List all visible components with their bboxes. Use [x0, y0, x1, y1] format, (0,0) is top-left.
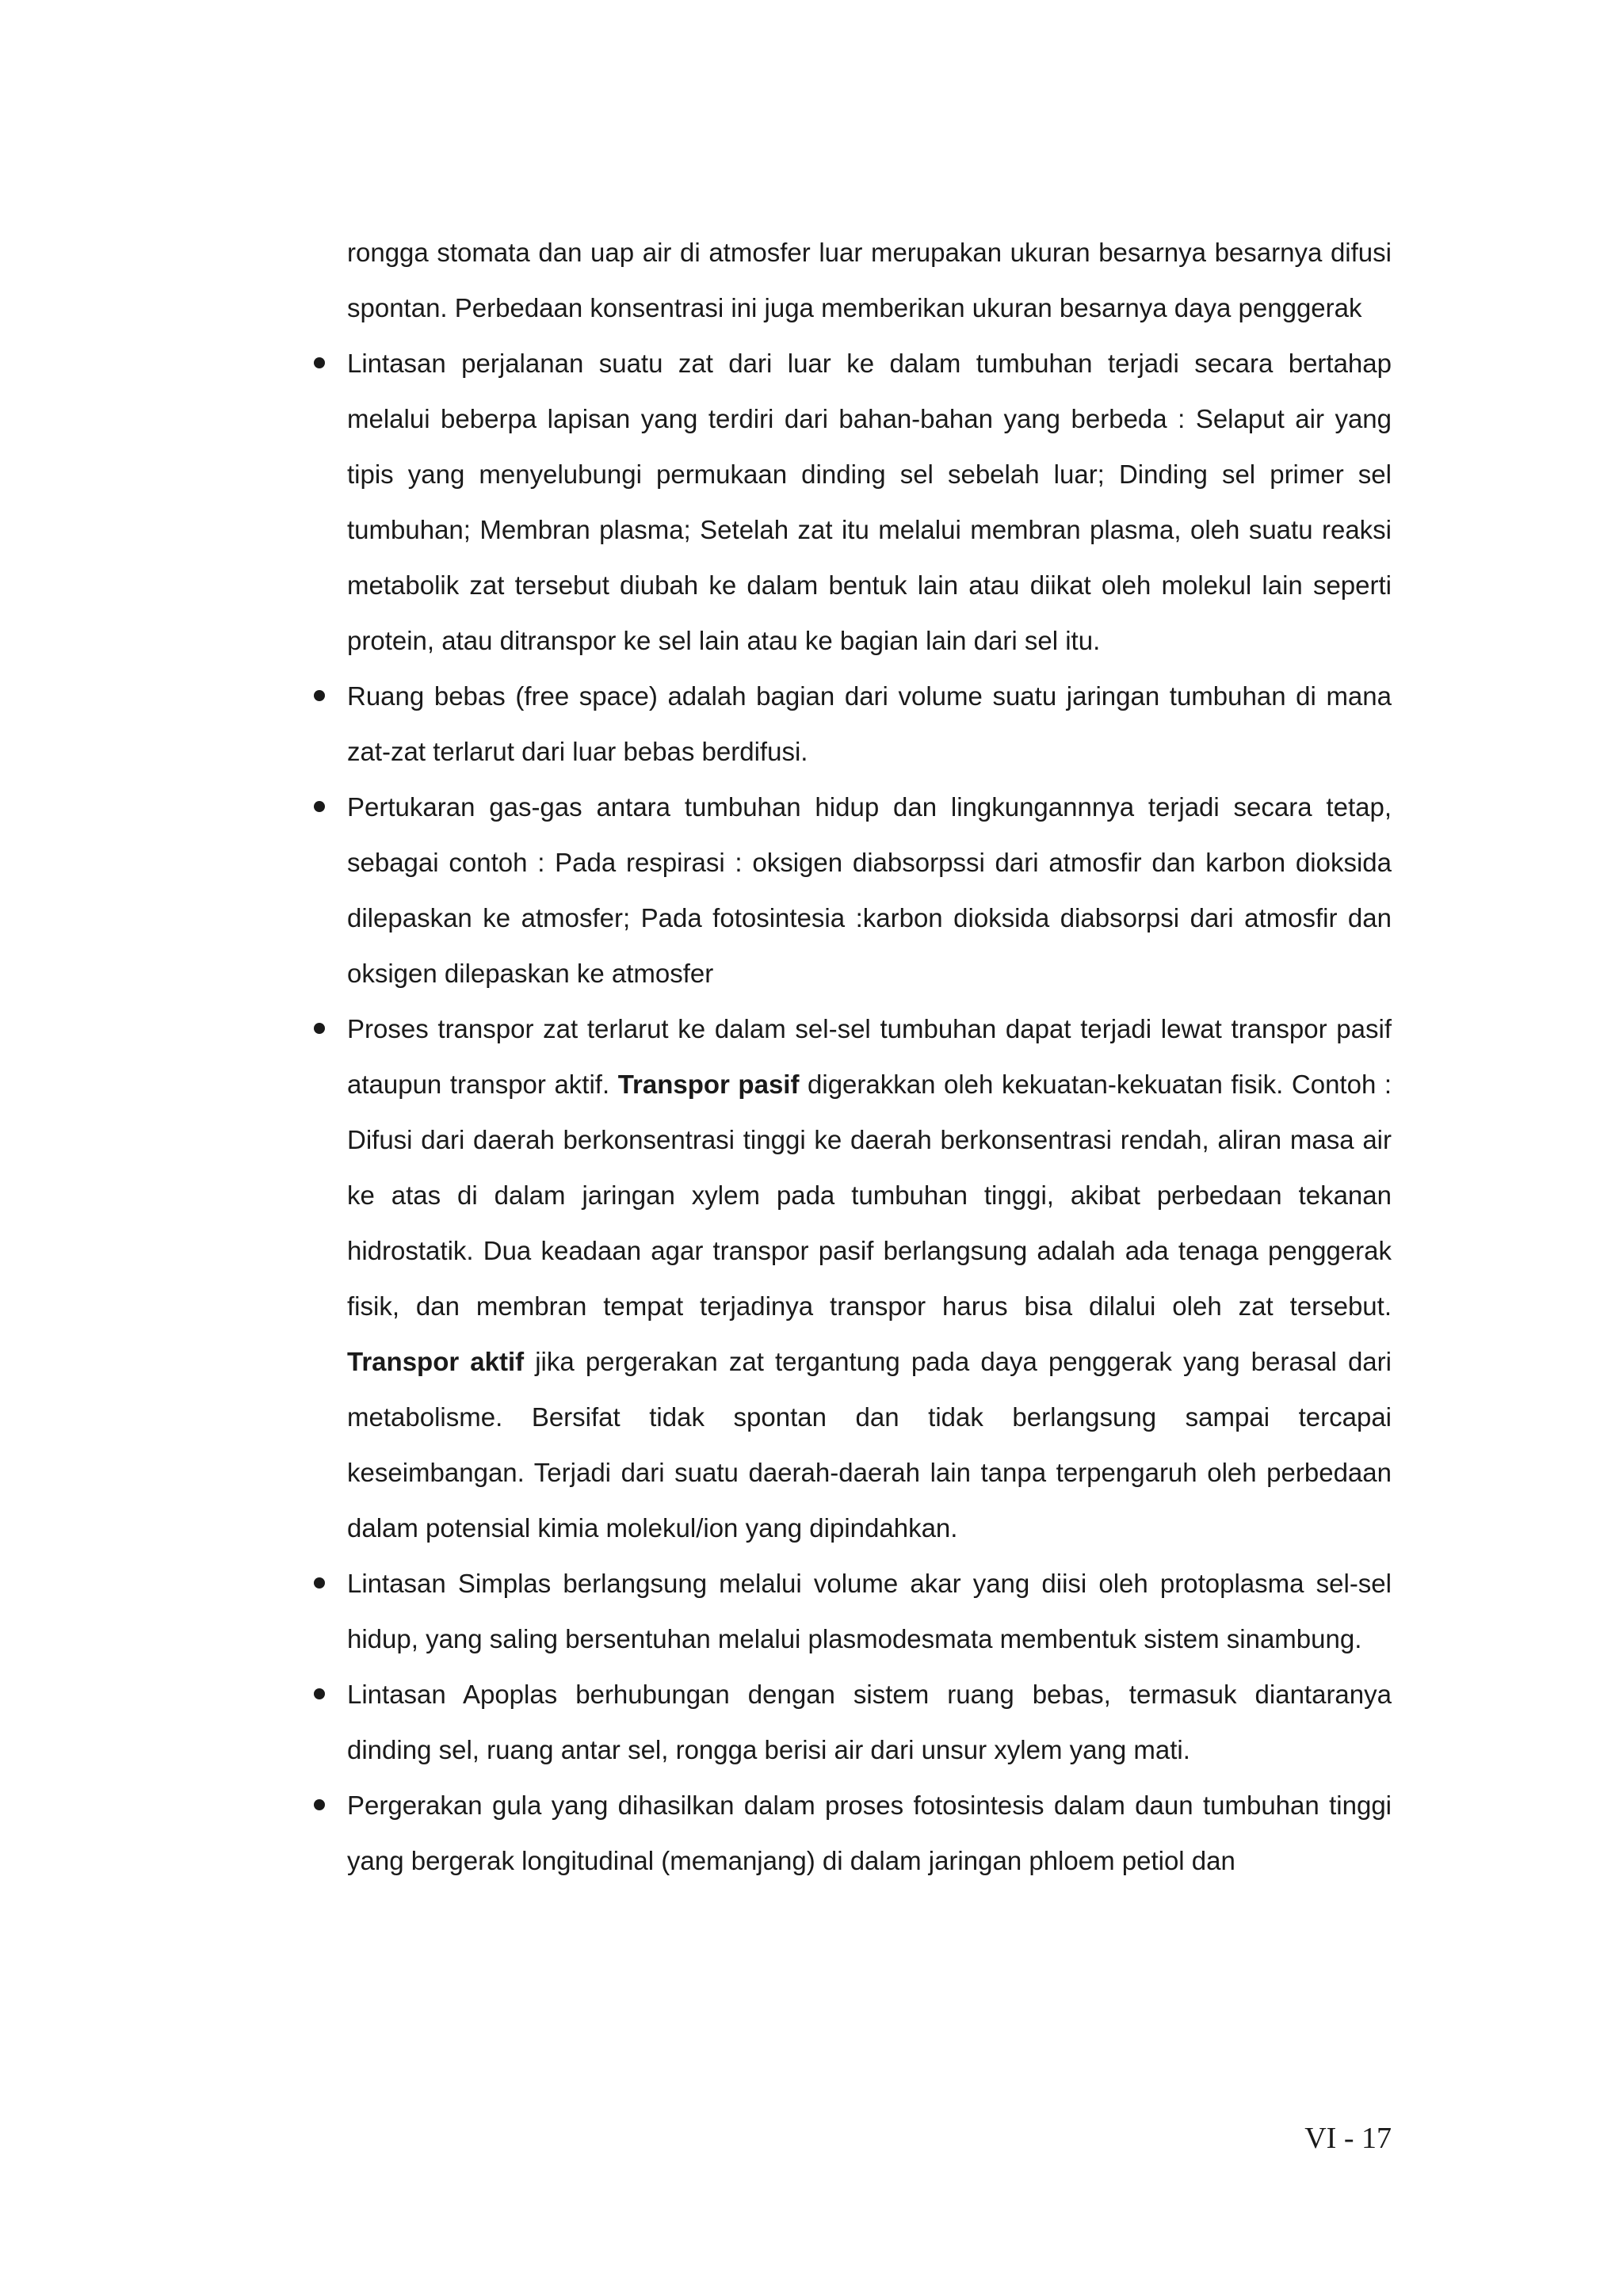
text-run: Pergerakan gula yang dihasilkan dalam proses fotosintesis dalam daun tumbuhan tinggi yang bergerak longitudinal (memanjang) di dalam jaringan phloem petiol dan	[347, 1791, 1392, 1875]
bullet-item	[347, 1001, 1392, 1556]
bullet-item	[347, 336, 1392, 669]
text-run: Proses transpor zat terlarut ke dalam sel-sel tumbuhan dapat terjadi lewat transpor pasif ataupun transpor aktif.	[347, 1014, 1392, 1099]
text-run: jika pergerakan zat tergantung pada daya penggerak yang berasal dari metabolisme. Bersifat tidak spontan dan tidak berlangsung sampai tercapai keseimbangan. Terjadi dari suatu daerah-daerah lain tanpa terpengaruh oleh perbedaan dalam potensial kimia molekul/ion yang dipindahkan.	[347, 1347, 1392, 1543]
bullet-text	[347, 1791, 1392, 1875]
bold-term: Transpor pasif	[617, 1070, 800, 1099]
bullet-dot-icon	[314, 801, 325, 812]
text-run: Lintasan perjalanan suatu zat dari luar ke dalam tumbuhan terjadi secara bertahap melalui beberpa lapisan yang terdiri dari bahan-bahan yang berbeda : Selaput air yang tipis yang menyelubungi permukaan dinding sel sebelah luar; Dinding sel primer sel tumbuhan; Membran plasma; Setelah zat itu melalui membran plasma, oleh suatu reaksi metabolik zat tersebut diubah ke dalam bentuk lain atau diikat oleh molekul lain seperti protein, atau ditranspor ke sel lain atau ke bagian lain dari sel itu.	[347, 349, 1392, 655]
bullet-text	[347, 792, 1392, 988]
bullet-text	[347, 681, 1392, 766]
bullet-text	[347, 349, 1392, 655]
bullet-text	[347, 1680, 1392, 1764]
bullet-dot-icon	[314, 1023, 325, 1034]
bullet-item	[347, 1778, 1392, 1889]
bullet-item	[347, 1556, 1392, 1667]
bullet-dot-icon	[314, 690, 325, 701]
bullet-dot-icon	[314, 1799, 325, 1810]
text-run: Lintasan Apoplas berhubungan dengan sistem ruang bebas, termasuk diantaranya dinding sel, ruang antar sel, rongga berisi air dari unsur xylem yang mati.	[347, 1680, 1392, 1764]
bullet-dot-icon	[314, 1688, 325, 1699]
bullet-dot-icon	[314, 357, 325, 368]
page-number: VI - 17	[1304, 2122, 1392, 2155]
bullet-text	[347, 1014, 1392, 1543]
bullet-dot-icon	[314, 1577, 325, 1589]
text-run: digerakkan oleh kekuatan-kekuatan fisik. Contoh : Difusi dari daerah berkonsentrasi tinggi ke daerah berkonsentrasi rendah, aliran masa air ke atas di dalam jaringan xylem pada tumbuhan tinggi, akibat perbedaan tekanan hidrostatik. Dua keadaan agar transpor pasif berlangsung adalah ada tenaga penggerak fisik, dan membran tempat terjadinya transpor harus bisa dilalui oleh zat tersebut.	[347, 1070, 1392, 1321]
text-run: Pertukaran gas-gas antara tumbuhan hidup dan lingkungannnya terjadi secara tetap, sebagai contoh : Pada respirasi : oksigen diabsorpssi dari atmosfir dan karbon dioksida dilepaskan ke atmosfer; Pada fotosintesia :karbon dioksida diabsorpsi dari atmosfir dan oksigen dilepaskan ke atmosfer	[347, 792, 1392, 988]
bullet-item	[347, 669, 1392, 780]
text-run: Ruang bebas (free space) adalah bagian dari volume suatu jaringan tumbuhan di mana zat-zat terlarut dari luar bebas berdifusi.	[347, 681, 1392, 766]
intro-paragraph: rongga stomata dan uap air di atmosfer luar merupakan ukuran besarnya besarnya difusi spontan. Perbedaan konsentrasi ini juga memberikan ukuran besarnya daya penggerak	[347, 238, 1392, 322]
page-body	[347, 225, 1392, 1889]
bullet-text	[347, 1569, 1392, 1653]
bullet-item	[347, 780, 1392, 1001]
text-run: Lintasan Simplas berlangsung melalui volume akar yang diisi oleh protoplasma sel-sel hidup, yang saling bersentuhan melalui plasmodesmata membentuk sistem sinambung.	[347, 1569, 1392, 1653]
bold-term: Transpor aktif	[347, 1347, 525, 1376]
bullet-item	[347, 1667, 1392, 1778]
bullet-list	[347, 336, 1392, 1889]
